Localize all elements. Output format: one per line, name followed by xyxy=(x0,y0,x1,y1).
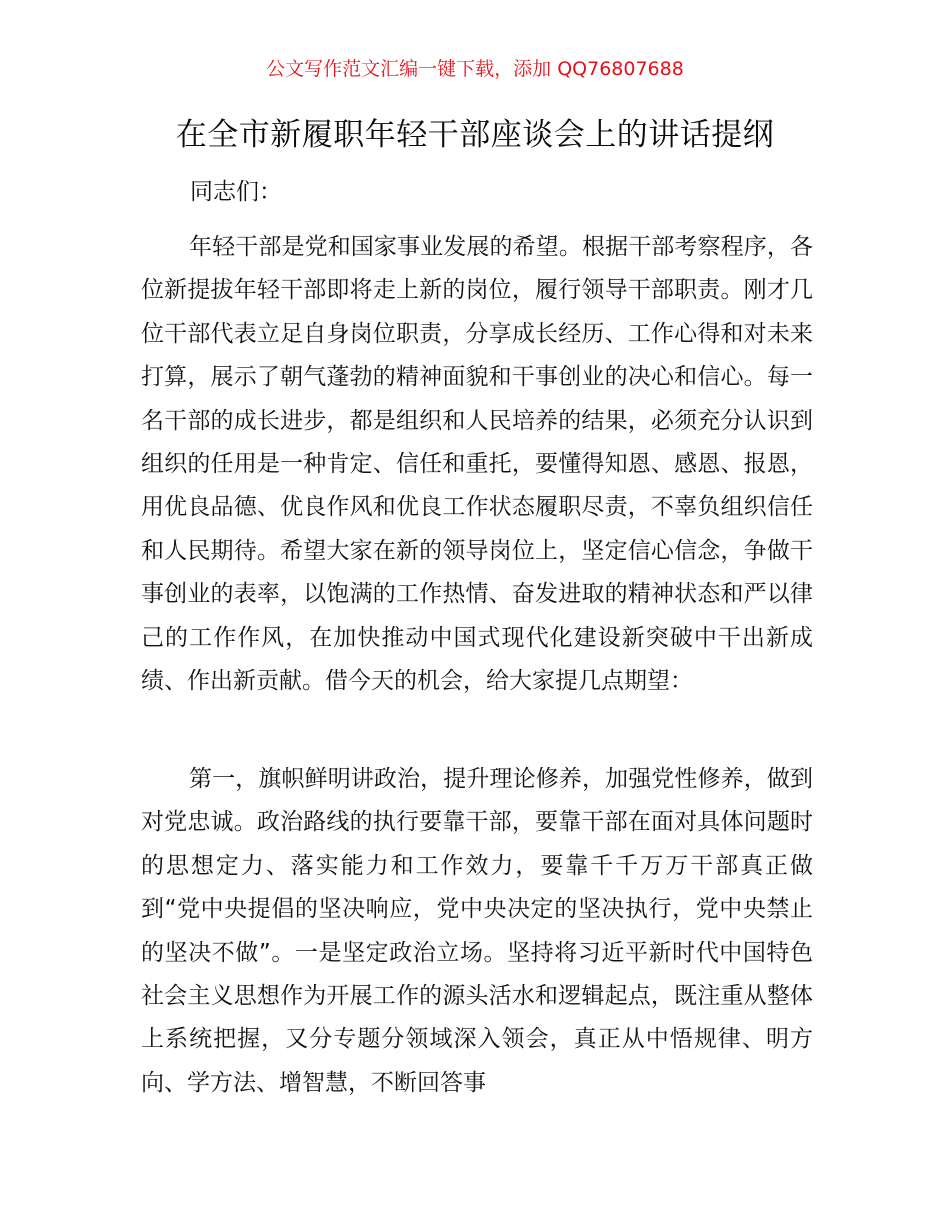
page-title: 在全市新履职年轻干部座谈会上的讲话提纲 xyxy=(175,117,775,153)
salutation: 同志们： xyxy=(190,179,282,205)
download-banner: 公文写作范文汇编一键下载，添加 QQ76807688 xyxy=(266,58,684,80)
paragraph-2: 第一，旗帜鲜明讲政治，提升理论修养，加强党性修养，做到对党忠诚。政治路线的执行要靠干部，要靠干部在面对具体问题时的思想定力、落实能力和工作效力，要靠千千万万干部真正做到“党中央提倡的坚决响应，党中央决定的坚决执行，党中央禁止的坚决不做”。一是坚定政治立场。坚持将习近平新时代中国特色社会主义思想作为开展工作的源头活水和逻辑起点，既注重从整体上系统把握，又分专题分领域深入领会，真正从中悟规律、明方向、学方法、增智慧，不断回答事 xyxy=(141,766,813,1096)
paragraph-1: 年轻干部是党和国家事业发展的希望。根据干部考察程序，各位新提拔年轻干部即将走上新的岗位，履行领导干部职责。刚才几位干部代表立足自身岗位职责，分享成长经历、工作心得和对未来打算，展示了朝气蓬勃的精神面貌和干事创业的决心和信心。每一名干部的成长进步，都是组织和人民培养的结果，必须充分认识到组织的任用是一种肯定、信任和重托，要懂得知恩、感恩、报恩，用优良品德、优良作风和优良工作状态履职尽责，不辜负组织信任和人民期待。希望大家在新的领导岗位上，坚定信心信念，争做干事创业的表率，以饱满的工作热情、奋发进取的精神状态和严以律己的工作作风，在加快推动中国式现代化建设新突破中干出新成绩、作出新贡献。借今天的机会，给大家提几点期望： xyxy=(141,234,813,695)
